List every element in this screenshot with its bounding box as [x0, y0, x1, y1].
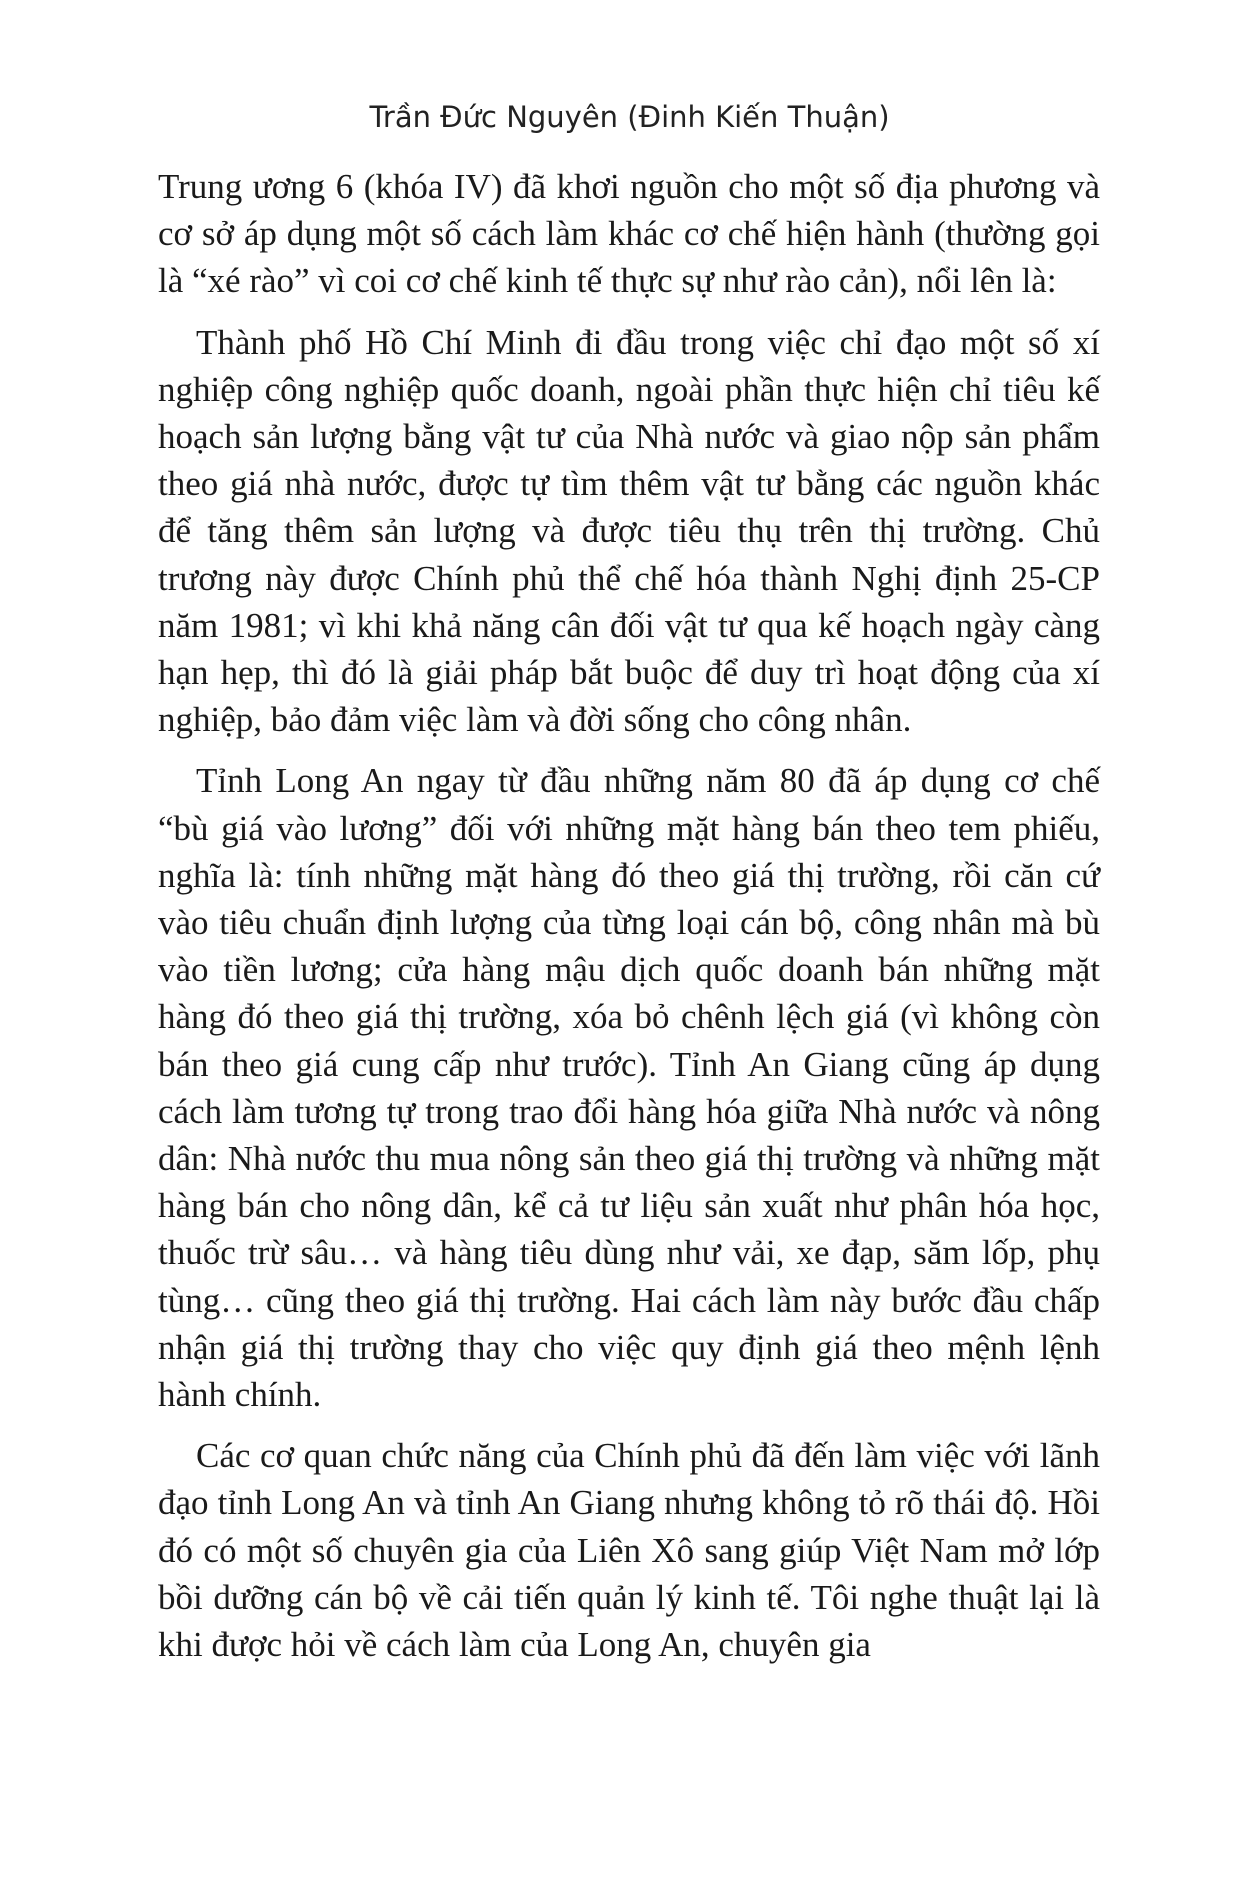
paragraph: Tỉnh Long An ngay từ đầu những năm 80 đã áp dụng cơ chế “bù giá vào lương” đối với những mặt hàng bán theo tem phiếu, nghĩa là: tính những mặt hàng đó theo giá thị trường, rồi căn cứ vào tiêu chuẩn định lượng của từng loại cán bộ, công nhân mà bù vào tiền lương; cửa hàng mậu dịch quốc doanh bán những mặt hàng đó theo giá thị trường, xóa bỏ chênh lệch giá (vì không còn bán theo giá cung cấp như trước). Tỉnh An Giang cũng áp dụng cách làm tương tự trong trao đổi hàng hóa giữa Nhà nước và nông dân: Nhà nước thu mua nông sản theo giá thị trường và những mặt hàng bán cho nông dân, kể cả tư liệu sản xuất như phân hóa học, thuốc trừ sâu… và hàng tiêu dùng như vải, xe đạp, săm lốp, phụ tùng… cũng theo giá thị trường. Hai cách làm này bước đầu chấp nhận giá thị trường thay cho việc quy định giá theo mệnh lệnh hành chính. — [158, 761, 1100, 1415]
paragraph: Thành phố Hồ Chí Minh đi đầu trong việc chỉ đạo một số xí nghiệp công nghiệp quốc doanh, ngoài phần thực hiện chỉ tiêu kế hoạch sản lượng bằng vật tư của Nhà nước và giao nộp sản phẩm theo giá nhà nước, được tự tìm thêm vật tư bằng các nguồn khác để tăng thêm sản lượng và được tiêu thụ trên thị trường. Chủ trương này được Chính phủ thể chế hóa thành Nghị định 25-CP năm 1981; vì khi khả năng cân đối vật tư qua kế hoạch ngày càng hạn hẹp, thì đó là giải pháp bắt buộc để duy trì hoạt động của xí nghiệp, bảo đảm việc làm và đời sống cho công nhân. — [158, 322, 1100, 740]
paragraph-continued: Trung ương 6 (khóa IV) đã khơi nguồn cho một số địa phương và cơ sở áp dụng một số cách làm khác cơ chế hiện hành (thường gọi là “xé rào” vì coi cơ chế kinh tế thực sự như rào cản), nổi lên là: — [158, 167, 1100, 301]
running-header: Trần Đức Nguyên (Đinh Kiến Thuận) — [369, 100, 890, 134]
body-text — [158, 163, 1100, 1682]
paragraph: Các cơ quan chức năng của Chính phủ đã đến làm việc với lãnh đạo tỉnh Long An và tỉnh An Giang nhưng không tỏ rõ thái độ. Hồi đó có một số chuyên gia của Liên Xô sang giúp Việt Nam mở lớp bồi dưỡng cán bộ về cải tiến quản lý kinh tế. Tôi nghe thuật lại là khi được hỏi về cách làm của Long An, chuyên gia — [158, 1436, 1100, 1665]
